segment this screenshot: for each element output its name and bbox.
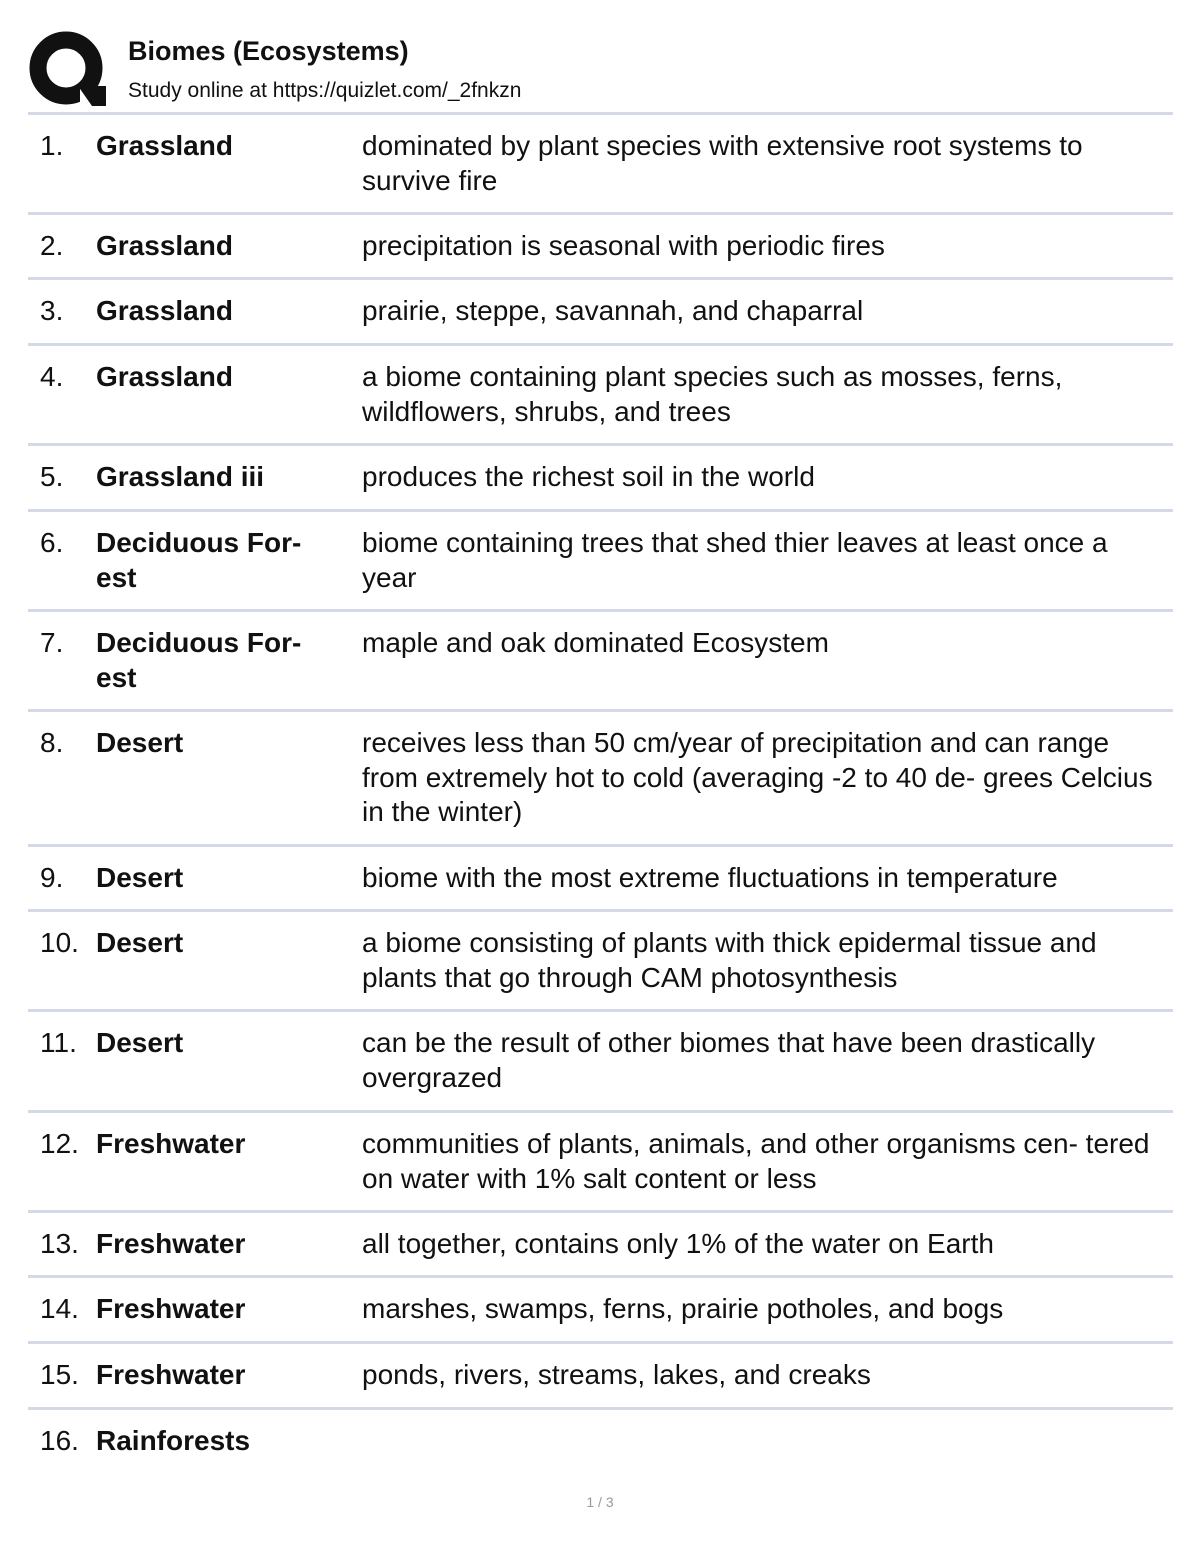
definition: receives less than 50 cm/year of precipitation and can range from extremely hot to cold (averaging -2 to 40 de- grees Celcius in the winter) [362,727,1153,827]
item-number: 3. [40,295,64,326]
item-number: 7. [40,627,64,658]
term: Desert [96,862,184,893]
list-item [28,1113,1173,1213]
item-number: 13. [40,1228,79,1259]
term: Desert [96,727,184,758]
term: Grassland [96,295,233,326]
definition: a biome containing plant species such as mosses, ferns, wildflowers, shrubs, and trees [362,361,1063,427]
list-item [28,446,1173,512]
term: Deciduous For- est [96,527,302,593]
quizlet-logo-icon [28,30,108,108]
item-number: 9. [40,862,64,893]
flashcard-list [28,112,1173,1470]
list-item [28,346,1173,446]
page-title: Biomes (Ecosystems) [128,36,409,66]
list-item [28,115,1173,215]
term: Grassland iii [96,461,265,492]
term: Deciduous For- est [96,627,302,693]
term: Grassland [96,130,233,161]
definition: ponds, rivers, streams, lakes, and creaks [362,1359,871,1390]
term: Freshwater [96,1228,246,1259]
item-number: 2. [40,230,64,261]
definition: prairie, steppe, savannah, and chaparral [362,295,864,326]
list-item [28,847,1173,912]
list-item [28,912,1173,1012]
list-item [28,1278,1173,1344]
definition: can be the result of other biomes that have been drastically overgrazed [362,1027,1096,1093]
item-number: 10. [40,927,79,958]
definition: marshes, swamps, ferns, prairie potholes, and bogs [362,1293,1004,1324]
term: Grassland [96,230,233,261]
item-number: 12. [40,1128,79,1159]
list-item [28,1410,1173,1470]
item-number: 5. [40,461,64,492]
list-item [28,1213,1173,1278]
definition: maple and oak dominated Ecosystem [362,627,829,658]
list-item [28,612,1173,712]
page-number: 1 / 3 [586,1494,614,1510]
item-number: 4. [40,361,64,392]
item-number: 1. [40,130,64,161]
list-item [28,512,1173,612]
definition: biome with the most extreme fluctuations in temperature [362,862,1058,893]
item-number: 14. [40,1293,79,1324]
study-online-link-text: Study online at https://quizlet.com/_2fnkzn [128,79,522,102]
term: Rainforests [96,1425,251,1456]
definition: biome containing trees that shed thier leaves at least once a year [362,527,1108,593]
list-item [28,280,1173,346]
item-number: 11. [40,1027,77,1058]
definition: communities of plants, animals, and other organisms cen- tered on water with 1% salt content or less [362,1128,1150,1194]
term: Grassland [96,361,233,392]
definition: precipitation is seasonal with periodic fires [362,230,885,261]
term: Freshwater [96,1128,246,1159]
term: Freshwater [96,1359,246,1390]
definition: a biome consisting of plants with thick epidermal tissue and plants that go through CAM photosynthesis [362,927,1097,993]
item-number: 8. [40,727,64,758]
list-item [28,1344,1173,1410]
term: Desert [96,1027,184,1058]
item-number: 15. [40,1359,79,1390]
definition: produces the richest soil in the world [362,461,815,492]
page-header [0,0,1200,112]
definition: all together, contains only 1% of the water on Earth [362,1228,994,1259]
definition: dominated by plant species with extensive root systems to survive fire [362,130,1083,196]
term: Desert [96,927,184,958]
list-item [28,1012,1173,1113]
item-number: 16. [40,1425,79,1456]
item-number: 6. [40,527,64,558]
list-item [28,215,1173,280]
list-item [28,712,1173,847]
term: Freshwater [96,1293,246,1324]
